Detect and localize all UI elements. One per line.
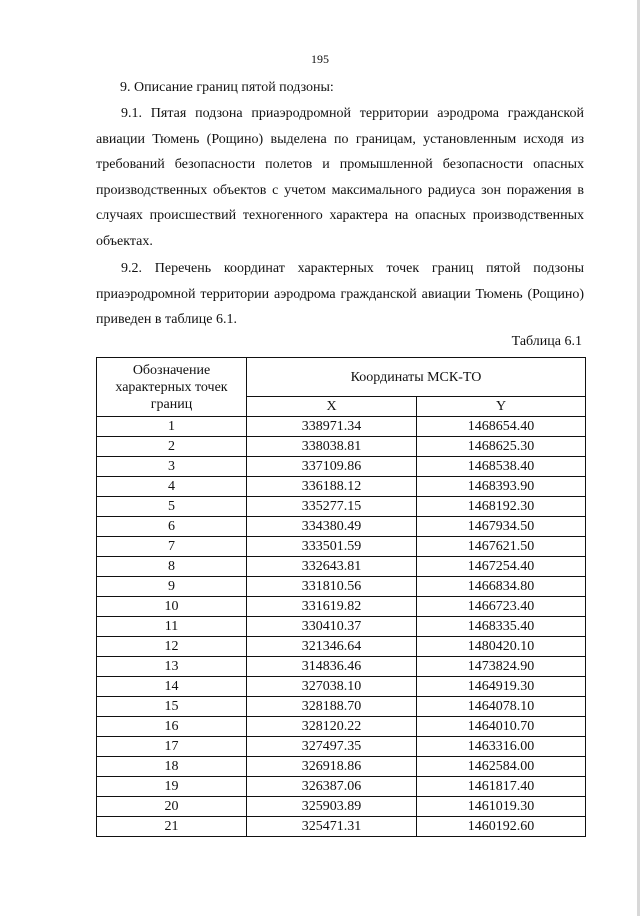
x-coordinate-cell: 325903.89 (247, 797, 417, 817)
x-coordinate-cell: 328120.22 (247, 717, 417, 737)
table-row (97, 477, 586, 497)
point-number-cell: 16 (97, 717, 247, 737)
point-number-cell: 17 (97, 737, 247, 757)
y-coordinate-cell: 1467621.50 (417, 537, 586, 557)
point-number-cell: 15 (97, 697, 247, 717)
point-number-cell: 10 (97, 597, 247, 617)
y-coordinate-cell: 1480420.10 (417, 637, 586, 657)
table-row (97, 697, 586, 717)
point-number-cell: 8 (97, 557, 247, 577)
table-row (97, 717, 586, 737)
table-row (97, 517, 586, 537)
table-row (97, 597, 586, 617)
table-row (97, 757, 586, 777)
header-x: X (247, 397, 417, 417)
y-coordinate-cell: 1468335.40 (417, 617, 586, 637)
section-heading: 9. Описание границ пятой подзоны: (120, 80, 334, 95)
x-coordinate-cell: 334380.49 (247, 517, 417, 537)
point-number-cell: 1 (97, 417, 247, 437)
table-row (97, 657, 586, 677)
x-coordinate-cell: 327038.10 (247, 677, 417, 697)
table-row (97, 557, 586, 577)
y-coordinate-cell: 1467254.40 (417, 557, 586, 577)
point-number-cell: 13 (97, 657, 247, 677)
table-row (97, 577, 586, 597)
x-coordinate-cell: 331619.82 (247, 597, 417, 617)
y-coordinate-cell: 1466834.80 (417, 577, 586, 597)
point-number-cell: 3 (97, 457, 247, 477)
x-coordinate-cell: 338038.81 (247, 437, 417, 457)
paragraph-9-1: 9.1. Пятая подзона приаэродромной территории аэродрома гражданской авиации Тюмень (Рощино) выделена по границам, установленным исходя из требований безопасности полетов и промышленной безопасности опасных производственных объектов с учетом максимального радиуса зон поражения в случаях происшествий техногенного характера на опасных производственных объектах. (96, 106, 584, 249)
x-coordinate-cell: 333501.59 (247, 537, 417, 557)
point-number-cell: 5 (97, 497, 247, 517)
table-row (97, 457, 586, 477)
x-coordinate-cell: 335277.15 (247, 497, 417, 517)
point-number-cell: 6 (97, 517, 247, 537)
header-y: Y (417, 397, 586, 417)
y-coordinate-cell: 1461817.40 (417, 777, 586, 797)
paragraph-9-2: 9.2. Перечень координат характерных точек границ пятой подзоны приаэродромной территории аэродрома гражданской авиации Тюмень (Рощино) приведен в таблице 6.1. (96, 261, 584, 327)
point-number-cell: 14 (97, 677, 247, 697)
table-caption: Таблица 6.1 (511, 334, 582, 349)
table-row (97, 617, 586, 637)
point-number-cell: 9 (97, 577, 247, 597)
table-row (97, 817, 586, 837)
x-coordinate-cell: 327497.35 (247, 737, 417, 757)
header-coords: Координаты МСК-ТО (247, 358, 586, 397)
x-coordinate-cell: 337109.86 (247, 457, 417, 477)
point-number-cell: 7 (97, 537, 247, 557)
y-coordinate-cell: 1466723.40 (417, 597, 586, 617)
x-coordinate-cell: 326918.86 (247, 757, 417, 777)
x-coordinate-cell: 330410.37 (247, 617, 417, 637)
y-coordinate-cell: 1464919.30 (417, 677, 586, 697)
table-row (97, 777, 586, 797)
y-coordinate-cell: 1467934.50 (417, 517, 586, 537)
table-row (97, 497, 586, 517)
table-row (97, 537, 586, 557)
table-row (97, 637, 586, 657)
point-number-cell: 18 (97, 757, 247, 777)
table-body (97, 417, 586, 837)
x-coordinate-cell: 325471.31 (247, 817, 417, 837)
y-coordinate-cell: 1460192.60 (417, 817, 586, 837)
y-coordinate-cell: 1464010.70 (417, 717, 586, 737)
table-row (97, 437, 586, 457)
table-row (97, 737, 586, 757)
header-points: Обозначение характерных точек границ (97, 358, 247, 417)
x-coordinate-cell: 331810.56 (247, 577, 417, 597)
table-row (97, 417, 586, 437)
x-coordinate-cell: 336188.12 (247, 477, 417, 497)
y-coordinate-cell: 1468654.40 (417, 417, 586, 437)
x-coordinate-cell: 332643.81 (247, 557, 417, 577)
x-coordinate-cell: 314836.46 (247, 657, 417, 677)
table-header-row (97, 358, 586, 397)
point-number-cell: 19 (97, 777, 247, 797)
table-row (97, 797, 586, 817)
x-coordinate-cell: 326387.06 (247, 777, 417, 797)
y-coordinate-cell: 1468625.30 (417, 437, 586, 457)
point-number-cell: 20 (97, 797, 247, 817)
y-coordinate-cell: 1462584.00 (417, 757, 586, 777)
y-coordinate-cell: 1468538.40 (417, 457, 586, 477)
page-number: 195 (311, 52, 329, 66)
point-number-cell: 2 (97, 437, 247, 457)
point-number-cell: 21 (97, 817, 247, 837)
y-coordinate-cell: 1473824.90 (417, 657, 586, 677)
table-row (97, 677, 586, 697)
point-number-cell: 4 (97, 477, 247, 497)
y-coordinate-cell: 1468192.30 (417, 497, 586, 517)
x-coordinate-cell: 338971.34 (247, 417, 417, 437)
coordinates-table (96, 357, 586, 837)
y-coordinate-cell: 1461019.30 (417, 797, 586, 817)
point-number-cell: 12 (97, 637, 247, 657)
point-number-cell: 11 (97, 617, 247, 637)
y-coordinate-cell: 1463316.00 (417, 737, 586, 757)
x-coordinate-cell: 321346.64 (247, 637, 417, 657)
x-coordinate-cell: 328188.70 (247, 697, 417, 717)
y-coordinate-cell: 1468393.90 (417, 477, 586, 497)
y-coordinate-cell: 1464078.10 (417, 697, 586, 717)
